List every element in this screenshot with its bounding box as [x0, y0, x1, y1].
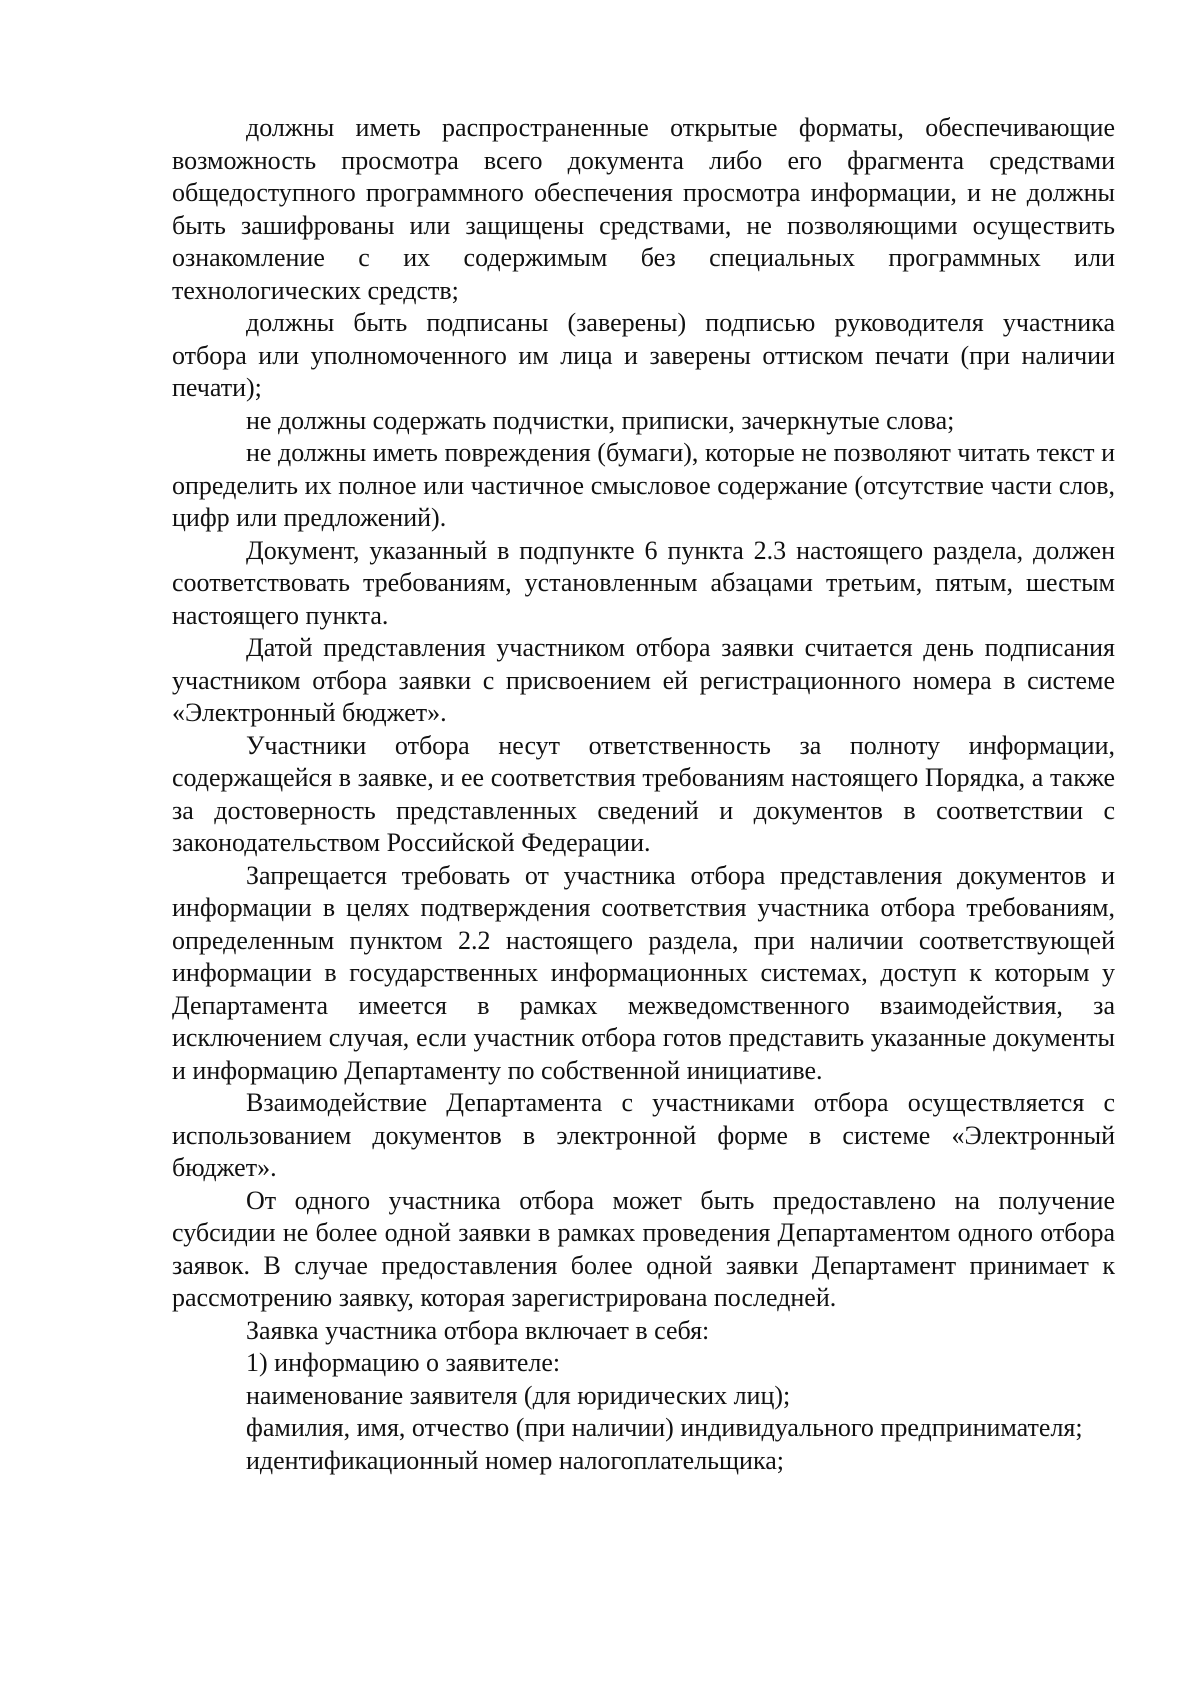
- list-item-applicant-name: наименование заявителя (для юридических лиц);: [246, 1380, 791, 1410]
- list-item-applicant-info: 1) информацию о заявителе:: [246, 1348, 561, 1377]
- paragraph-file-format-requirements: должны иметь распространенные открытые форматы, обеспечивающие возможность просмотра всего документа либо его фрагмента средствами общедоступного программного обеспечения просмотра информации, и не должны быть зашифрованы или защищены средствами, не позволяющими осуществить ознакомление с их содержимым без специальных программных или технологических средств;: [172, 113, 1115, 305]
- paragraph-application-contents: Заявка участника отбора включает в себя:: [246, 1315, 710, 1345]
- paragraph-electronic-interaction: Взаимодействие Департамента с участниками отбора осуществляется с использованием документов в электронной форме в системе «Электронный бюджет».: [172, 1088, 1115, 1182]
- paragraph-no-damage: не должны иметь повреждения (бумаги), которые не позволяют читать текст и определить их полное или частичное смысловое содержание (отсутствие части слов, цифр или предложений).: [172, 438, 1115, 532]
- list-item-taxpayer-id: идентификационный номер налогоплательщика;: [246, 1445, 784, 1475]
- paragraph-subitem-6-document: Документ, указанный в подпункте 6 пункта 2.3 настоящего раздела, должен соответствовать требованиям, установленным абзацами третьим, пятым, шестым настоящего пункта.: [172, 535, 1115, 630]
- document-body: [172, 112, 1115, 1477]
- paragraph-submission-date: Датой представления участником отбора заявки считается день подписания участником отбора заявки с присвоением ей регистрационного номера в системе «Электронный бюджет».: [172, 633, 1115, 727]
- paragraph-one-application: От одного участника отбора может быть предоставлено на получение субсидии не более одной заявки в рамках проведения Департаментом одного отбора заявок. В случае предоставления более одной заявки Департамент принимает к рассмотрению заявку, которая зарегистрирована последней.: [172, 1185, 1115, 1312]
- list-item-entrepreneur-name: фамилия, имя, отчество (при наличии) индивидуального предпринимателя;: [246, 1413, 1083, 1442]
- paragraph-no-corrections: не должны содержать подчистки, приписки, зачеркнутые слова;: [246, 405, 955, 435]
- paragraph-prohibition: Запрещается требовать от участника отбора представления документов и информации в целях подтверждения соответствия участника отбора требованиям, определенным пунктом 2.2 настоящего раздела, при наличии соответствующей информации в государственных информационных системах, доступ к которым у Департамента имеется в рамках межведомственного взаимодействия, за исключением случая, если участник отбора готов представить указанные документы и информацию Департаменту по собственной инициативе.: [172, 860, 1115, 1085]
- paragraph-participant-responsibility: Участники отбора несут ответственность за полноту информации, содержащейся в заявке, и ее соответствия требованиям настоящего Порядка, а также за достоверность представленных сведений и документов в соответствии с законодательством Российской Федерации.: [172, 730, 1115, 857]
- paragraph-signature-requirements: должны быть подписаны (заверены) подписью руководителя участника отбора или уполномоченного им лица и заверены оттиском печати (при наличии печати);: [172, 308, 1115, 402]
